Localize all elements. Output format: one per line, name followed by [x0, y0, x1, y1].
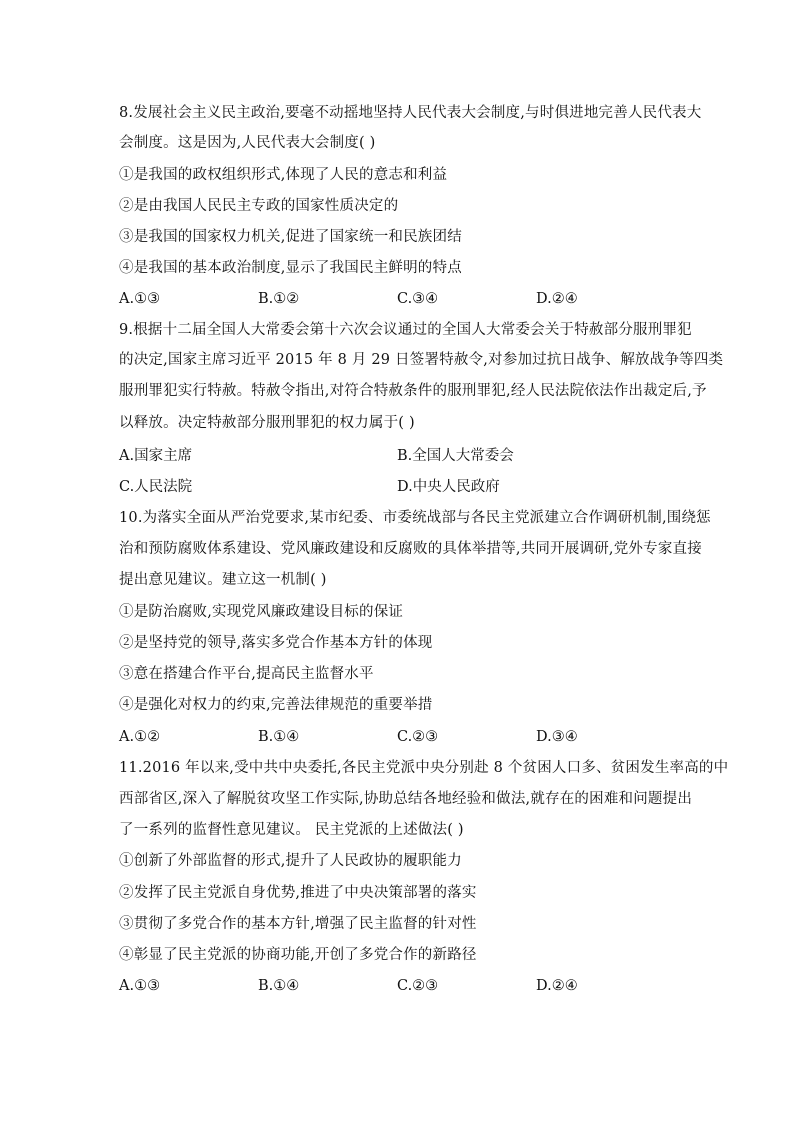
question-stem-line: 西部省区,深入了解脱贫攻坚工作实际,协助总结各地经验和做法,就存在的困难和问题提出	[119, 791, 693, 807]
option-b[interactable]: B.①②	[258, 291, 300, 307]
statement: ①创新了外部监督的形式,提升了人民政协的履职能力	[119, 853, 462, 869]
option-b[interactable]: B.全国人大常委会	[397, 448, 514, 464]
option-a[interactable]: A.①②	[119, 729, 161, 745]
option-b[interactable]: B.①④	[258, 978, 300, 994]
option-a[interactable]: A.①③	[119, 291, 161, 307]
statement: ③贯彻了多党合作的基本方针,增强了民主监督的针对性	[119, 916, 477, 932]
option-c[interactable]: C.②③	[397, 978, 439, 994]
question-stem-line: 的决定,国家主席习近平 2015 年 8 月 29 日签署特赦令,对参加过抗日战争、解放战争等四类	[119, 352, 724, 368]
question-stem-line: 10.为落实全面从严治党要求,某市纪委、市委统战部与各民主党派建立合作调研机制,围绕惩	[119, 510, 711, 526]
question-stem-line: 11.2016 年以来,受中共中央委托,各民主党派中央分别赴 8 个贫困人口多、贫困发生率高的中	[119, 760, 729, 776]
option-c[interactable]: C.③④	[397, 291, 439, 307]
question-stem-line: 提出意见建议。建立这一机制( )	[119, 572, 327, 588]
option-d[interactable]: D.③④	[536, 729, 578, 745]
statement: ③意在搭建合作平台,提高民主监督水平	[119, 666, 374, 682]
question-stem-line: 9.根据十二届全国人大常委会第十六次会议通过的全国人大常委会关于特赦部分服刑罪犯	[119, 322, 692, 338]
question-stem-line: 服刑罪犯实行特赦。特赦令指出,对符合特赦条件的服刑罪犯,经人民法院依法作出裁定后,予	[119, 383, 707, 399]
statement: ①是防治腐败,实现党风廉政建设目标的保证	[119, 604, 404, 620]
question-stem-line: 8.发展社会主义民主政治,要毫不动摇地坚持人民代表大会制度,与时俱进地完善人民代表大	[119, 105, 702, 121]
statement: ②是由我国人民民主专政的国家性质决定的	[119, 198, 399, 214]
question-stem-line: 了一系列的监督性意见建议。 民主党派的上述做法( )	[119, 822, 464, 838]
option-a[interactable]: A.国家主席	[119, 448, 193, 464]
option-c[interactable]: C.②③	[397, 729, 439, 745]
statement: ②是坚持党的领导,落实多党合作基本方针的体现	[119, 635, 433, 651]
option-d[interactable]: D.②④	[536, 978, 578, 994]
statement: ④是我国的基本政治制度,显示了我国民主鲜明的特点	[119, 260, 462, 276]
question-stem-line: 以释放。决定特赦部分服刑罪犯的权力属于( )	[119, 415, 415, 431]
statement: ④彰显了民主党派的协商功能,开创了多党合作的新路径	[119, 947, 477, 963]
option-d[interactable]: D.②④	[536, 291, 578, 307]
statement: ①是我国的政权组织形式,体现了人民的意志和利益	[119, 167, 448, 183]
statement: ③是我国的国家权力机关,促进了国家统一和民族团结	[119, 229, 462, 245]
option-a[interactable]: A.①③	[119, 978, 161, 994]
question-stem-line: 治和预防腐败体系建设、党风廉政建设和反腐败的具体举措等,共同开展调研,党外专家直接	[119, 541, 702, 557]
option-b[interactable]: B.①④	[258, 729, 300, 745]
question-stem-line: 会制度。这是因为,人民代表大会制度( )	[119, 135, 376, 151]
statement: ④是强化对权力的约束,完善法律规范的重要举措	[119, 697, 433, 713]
option-c[interactable]: C.人民法院	[119, 479, 193, 495]
option-d[interactable]: D.中央人民政府	[397, 479, 500, 495]
statement: ②发挥了民主党派自身优势,推进了中央决策部署的落实	[119, 885, 477, 901]
